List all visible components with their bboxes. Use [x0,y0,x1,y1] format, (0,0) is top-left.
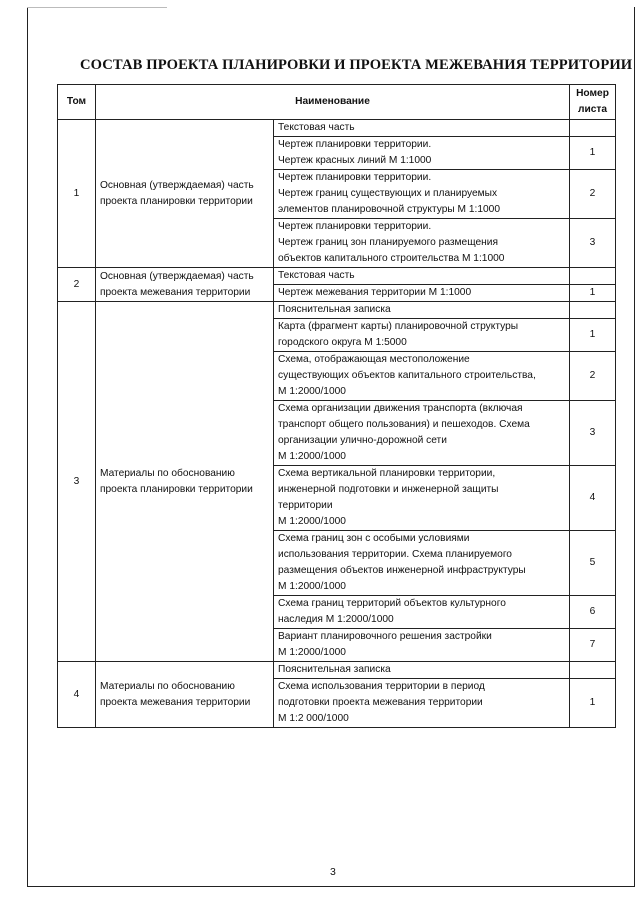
volume-name: Основная (утверждаемая) часть проекта межевания территории [96,268,274,302]
document-item-line: подготовки проекта межевания территории [278,697,483,708]
volume-row [58,120,616,137]
page-title: СОСТАВ ПРОЕКТА ПЛАНИРОВКИ И ПРОЕКТА МЕЖЕВАНИЯ ТЕРРИТОРИИ [80,57,633,73]
document-item-line: М 1:2000/1000 [278,451,346,462]
document-item-line: Схема, отображающая местоположение [278,354,470,365]
header-sheet-line1: Номер [576,88,609,99]
page-frame-top [27,7,167,8]
header-sheet-line2: листа [577,104,608,115]
sheet-number: 1 [570,285,616,302]
document-item-line: инженерной подготовки и инженерной защиты [278,484,499,495]
composition-table [57,84,616,728]
document-item [274,596,570,629]
sheet-number: 2 [570,352,616,401]
document-item-line: существующих объектов капитального строительства, [278,370,536,381]
volume-subheading: Текстовая часть [274,268,570,285]
document-item-line: территории [278,500,333,511]
sheet-number: 1 [570,137,616,170]
document-item [274,170,570,219]
document-item-line: объектов капитального строительства М 1:1000 [278,253,505,264]
sheet-number: 6 [570,596,616,629]
sheet-number: 3 [570,401,616,466]
document-item [274,679,570,728]
subheading-sheet-blank [570,662,616,679]
document-item [274,285,570,302]
document-item-line: М 1:2000/1000 [278,386,346,397]
document-item-line: М 1:2000/1000 [278,647,346,658]
page-number: 3 [330,866,336,878]
document-item-line: Карта (фрагмент карты) планировочной структуры [278,321,519,332]
sheet-number: 3 [570,219,616,268]
document-item-line: наследия М 1:2000/1000 [278,614,394,625]
subheading-sheet-blank [570,120,616,137]
header-tom: Том [58,85,96,120]
document-item [274,319,570,352]
table-header-row [58,85,616,120]
sheet-number: 1 [570,679,616,728]
volume-number: 1 [58,120,96,268]
document-item-line: размещения объектов инженерной инфраструктуры [278,565,526,576]
document-item-line: транспорт общего пользования) и пешеходов. Схема [278,419,530,430]
volume-subheading: Пояснительная записка [274,302,570,319]
sheet-number: 5 [570,531,616,596]
document-item [274,352,570,401]
document-item-line: Чертеж планировки территории. [278,139,432,150]
volume-name: Материалы по обоснованию проекта планировки территории [96,302,274,662]
document-item-line: М 1:2000/1000 [278,516,346,527]
document-item [274,401,570,466]
document-item-line: Схема границ зон с особыми условиями [278,533,470,544]
sheet-number: 2 [570,170,616,219]
document-item [274,137,570,170]
header-name: Наименование [96,85,570,120]
volume-number: 3 [58,302,96,662]
volume-name: Основная (утверждаемая) часть проекта планировки территории [96,120,274,268]
volume-number: 2 [58,268,96,302]
header-sheet [570,85,616,120]
subheading-sheet-blank [570,268,616,285]
volume-subheading: Пояснительная записка [274,662,570,679]
document-item-line: Чертеж межевания территории М 1:1000 [278,287,472,298]
volume-number: 4 [58,662,96,728]
document-item-line: городского округа М 1:5000 [278,337,407,348]
document-item-line: элементов планировочной структуры М 1:1000 [278,204,501,215]
document-item-line: использования территории. Схема планируемого [278,549,512,560]
sheet-number: 7 [570,629,616,662]
subheading-sheet-blank [570,302,616,319]
document-item-line: М 1:2000/1000 [278,581,346,592]
document-item-line: Схема вертикальной планировки территории, [278,468,496,479]
document-item-line: Чертеж планировки территории. [278,172,432,183]
document-item-line: Вариант планировочного решения застройки [278,631,492,642]
sheet-number: 4 [570,466,616,531]
document-item-line: Схема организации движения транспорта (включая [278,403,523,414]
document-item-line: Чертеж границ существующих и планируемых [278,188,498,199]
document-item [274,531,570,596]
volume-name: Материалы по обоснованию проекта межевания территории [96,662,274,728]
document-item-line: Схема использования территории в период [278,681,485,692]
document-item-line: Чертеж красных линий М 1:1000 [278,155,432,166]
sheet-number: 1 [570,319,616,352]
document-item-line: организации улично-дорожной сети [278,435,447,446]
volume-subheading: Текстовая часть [274,120,570,137]
volume-row [58,302,616,319]
document-item-line: М 1:2 000/1000 [278,713,349,724]
volume-row [58,662,616,679]
document-item [274,629,570,662]
document-item-line: Чертеж границ зон планируемого размещения [278,237,498,248]
document-item [274,466,570,531]
document-item [274,219,570,268]
document-item-line: Схема границ территорий объектов культурного [278,598,506,609]
volume-row [58,268,616,285]
document-item-line: Чертеж планировки территории. [278,221,432,232]
